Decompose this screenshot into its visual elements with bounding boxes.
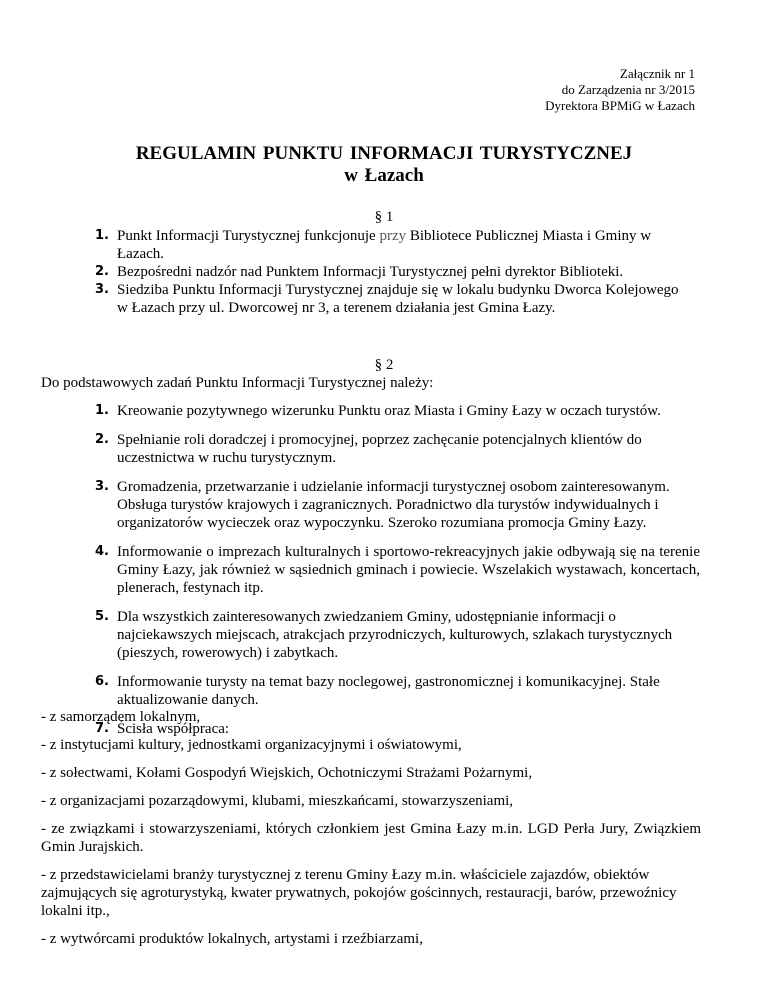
item-number: 1. xyxy=(95,228,109,243)
title-line-1: REGULAMIN PUNKTU INFORMACJI TURYSTYCZNEJ xyxy=(135,143,633,164)
section-2-heading: § 2 xyxy=(374,357,394,373)
item-text: Informowanie o imprezach kulturalnych i sportowo-rekreacyjnych jakie odbywają się na terenie Gminy Łazy, jak również w sąsiednich gminach i powiecie. Wszelakich wystawach, koncertach, plenerach, festynach itp. xyxy=(117,544,700,596)
item-text-start: Punkt Informacji Turystycznej funkcjonuje xyxy=(117,228,380,244)
cooperation-item: - z samorządem lokalnym, xyxy=(41,709,201,725)
item-text: Siedziba Punktu Informacji Turystycznej znajduje się w lokalu budynku Dworca Kolejowego w Łazach przy ul. Dworcowej nr 3, a terenem działania jest Gmina Łazy. xyxy=(117,282,679,316)
document-title xyxy=(0,143,768,187)
annex-line-2: do Zarządzenia nr 3/2015 xyxy=(561,82,695,97)
item-text: Spełnianie roli doradczej i promocyjnej, poprzez zachęcanie potencjalnych klientów do uczestnictwa w ruchu turystycznym. xyxy=(117,432,642,466)
item-text: Kreowanie pozytywnego wizerunku Punktu oraz Miasta i Gminy Łazy w oczach turystów. xyxy=(117,403,661,419)
section-1-list xyxy=(78,227,690,317)
cooperation-item: - z przedstawicielami branży turystycznej z terenu Gminy Łazy m.in. właściciele zajazdów, obiektów zajmujących się agroturystyką, kwater prywatnych, pokojów gościnnych, restauracji, barów, przewoźnicy lokalni itp., xyxy=(41,867,677,919)
item-number: 6. xyxy=(95,674,109,689)
task-item xyxy=(78,478,700,532)
cooperation-item: - z instytucjami kultury, jednostkami organizacyjnymi i oświatowymi, xyxy=(41,737,462,753)
annex-line-1: Załącznik nr 1 xyxy=(619,66,695,81)
item-number: 7. xyxy=(95,721,109,736)
section-2-intro: Do podstawowych zadań Punktu Informacji Turystycznej należy: xyxy=(41,375,434,391)
task-item xyxy=(78,608,700,662)
item-number: 3. xyxy=(95,479,109,494)
item-number: 2. xyxy=(95,432,109,447)
section-1-item xyxy=(78,227,690,263)
title-line-2: w Łazach xyxy=(344,165,424,186)
cooperation-item: - z sołectwami, Kołami Gospodyń Wiejskich, Ochotniczymi Strażami Pożarnymi, xyxy=(41,765,533,781)
section-1-item xyxy=(78,281,690,317)
item-number: 5. xyxy=(95,609,109,624)
task-item xyxy=(78,402,700,420)
item-number: 1. xyxy=(95,403,109,418)
section-2-list xyxy=(78,402,700,749)
annex-header xyxy=(545,66,695,114)
item-number: 2. xyxy=(95,264,109,279)
cooperation-list xyxy=(41,708,701,958)
task-item xyxy=(78,431,700,467)
section-1-heading: § 1 xyxy=(374,209,394,225)
cooperation-item: - z organizacjami pozarządowymi, klubami, mieszkańcami, stowarzyszeniami, xyxy=(41,793,514,809)
item-text-grey: przy xyxy=(379,228,407,244)
item-text: Bezpośredni nadzór nad Punktem Informacji Turystycznej pełni dyrektor Biblioteki. xyxy=(117,264,624,280)
item-text: Ścisła współpraca: xyxy=(117,721,230,737)
task-item xyxy=(78,673,700,709)
item-text: Dla wszystkich zainteresowanych zwiedzaniem Gminy, udostępnianie informacji o najciekawszych miejscach, atrakcjach przyrodniczych, kulturowych, szlakach turystycznych (pieszych, rowerowych) i zabytkach. xyxy=(117,609,673,661)
annex-line-3: Dyrektora BPMiG w Łazach xyxy=(545,98,695,113)
item-text-end: Bibliotece Publicznej Miasta i Gminy w Łazach. xyxy=(117,228,652,262)
section-1-item xyxy=(78,263,690,281)
cooperation-item: - z wytwórcami produktów lokalnych, artystami i rzeźbiarzami, xyxy=(41,931,423,947)
task-item xyxy=(78,543,700,597)
item-text: Gromadzenia, przetwarzanie i udzielanie informacji turystycznej osobom zainteresowanym. Obsługa turystów krajowych i zagranicznych. Poradnictwo dla turystów indywidualnych i organizatorów wycieczek oraz wypoczynku. Szeroko rozumiana promocja Gminy Łazy. xyxy=(117,479,670,531)
item-number: 3. xyxy=(95,282,109,297)
item-number: 4. xyxy=(95,544,109,559)
cooperation-item: - ze związkami i stowarzyszeniami, których członkiem jest Gmina Łazy m.in. LGD Perła Jury, Związkiem Gmin Jurajskich. xyxy=(41,821,701,855)
item-text: Informowanie turysty na temat bazy noclegowej, gastronomicznej i komunikacyjnej. Stałe aktualizowanie danych. xyxy=(117,674,660,708)
